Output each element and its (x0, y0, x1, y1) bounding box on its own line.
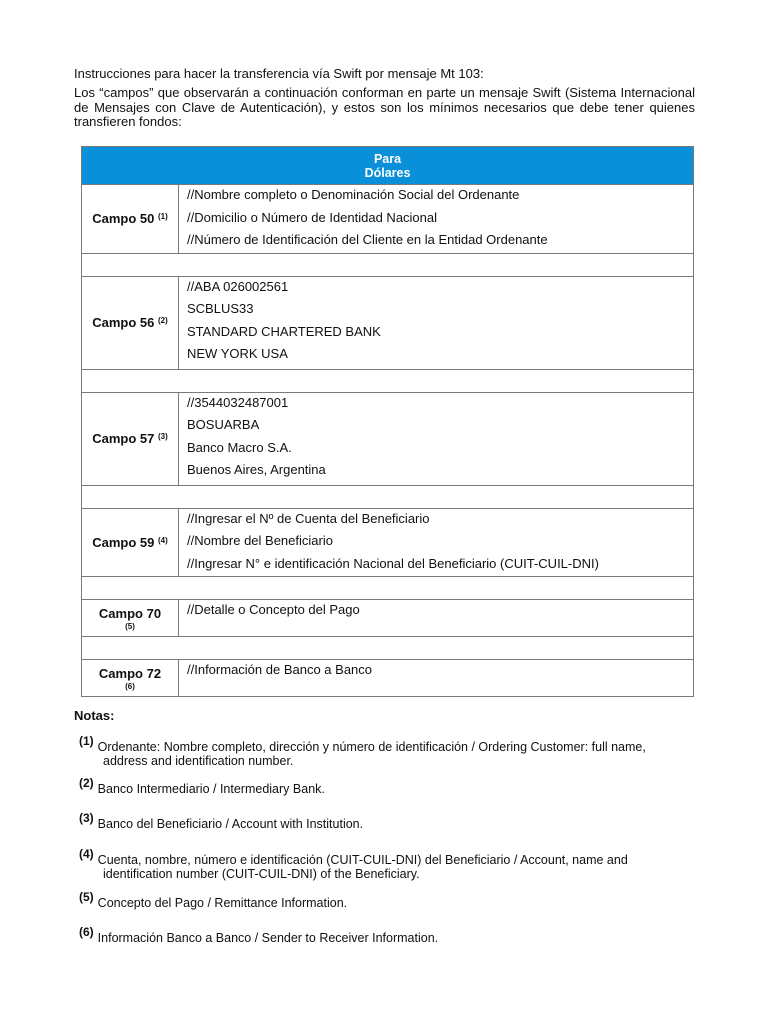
note-text: Ordenante: Nombre completo, dirección y número de identificación / Ordering Customer: full name, (97, 740, 646, 754)
note-continuation: identification number (CUIT-CUIL-DNI) of the Beneficiary. (103, 867, 420, 881)
note-number: (6) (79, 925, 94, 939)
field-label-text: Campo 59 (92, 534, 155, 550)
intro-paragraph: Los “campos” que observarán a continuación conforman en parte un mensaje Swift (Sistema Internacional de Mensajes con Clave de Autenticación), y estos son los mínimos necesarios que debe tener quienes transfieren fondos: (74, 85, 695, 129)
note-item (79, 811, 364, 831)
field-values (179, 660, 694, 697)
field-values (179, 508, 694, 577)
note-number: (1) (79, 734, 94, 748)
field-ref: (6) (125, 681, 135, 691)
spacer-row (82, 369, 694, 392)
spacer-row (82, 577, 694, 600)
field-label (82, 600, 179, 637)
field-label-text: Campo 70 (98, 605, 162, 621)
note-number: (5) (79, 890, 94, 904)
field-value: NEW YORK USA (187, 346, 288, 361)
table-row (82, 185, 694, 254)
field-value: Banco Macro S.A. (187, 439, 292, 455)
table-row (82, 276, 694, 369)
field-label-text: Campo 56 (92, 315, 155, 330)
field-label (82, 276, 179, 369)
swift-fields-table (81, 146, 694, 697)
note-number: (3) (79, 811, 94, 825)
field-value: STANDARD CHARTERED BANK (187, 323, 381, 339)
field-label (82, 185, 179, 254)
field-ref: (1) (157, 212, 168, 222)
note-number: (2) (79, 776, 94, 790)
note-item (79, 925, 439, 945)
field-label (82, 392, 179, 485)
field-value: //ABA 026002561 (187, 278, 289, 294)
spacer-row (82, 485, 694, 508)
field-value: SCBLUS33 (187, 301, 254, 316)
field-value: //3544032487001 (187, 394, 289, 410)
note-text: Información Banco a Banco / Sender to Receiver Information. (97, 931, 439, 945)
spacer-row (82, 637, 694, 660)
field-label-text: Campo 57 (92, 431, 155, 446)
field-label (82, 508, 179, 577)
note-text: Banco del Beneficiario / Account with Institution. (97, 817, 364, 831)
field-ref: (3) (157, 432, 168, 441)
note-text: Banco Intermediario / Intermediary Bank. (97, 782, 325, 796)
table-row (82, 660, 694, 697)
table-row (82, 508, 694, 577)
notas-title: Notas: (74, 708, 115, 723)
note-item (79, 847, 628, 881)
table-row (82, 600, 694, 637)
note-continuation: address and identification number. (103, 754, 294, 768)
header-para: Para (373, 151, 402, 166)
intro-title: Instrucciones para hacer la transferencia vía Swift por mensaje Mt 103: (74, 66, 484, 81)
note-item (79, 734, 646, 768)
field-values (179, 600, 694, 637)
spacer-row (82, 253, 694, 276)
note-text: Concepto del Pago / Remittance Information. (97, 896, 348, 910)
table-row (82, 392, 694, 485)
note-number: (4) (79, 847, 94, 861)
field-values (179, 185, 694, 254)
note-text: Cuenta, nombre, número e identificación (CUIT-CUIL-DNI) del Beneficiario / Account, name and (97, 853, 628, 867)
note-item (79, 890, 348, 910)
field-value: //Nombre del Beneficiario (187, 533, 333, 548)
field-label (82, 660, 179, 697)
field-value: //Número de Identificación del Cliente en la Entidad Ordenante (187, 232, 548, 247)
table-header (82, 147, 694, 185)
field-ref: (4) (157, 535, 168, 545)
field-value: //Nombre completo o Denominación Social del Ordenante (187, 187, 520, 202)
field-value: //Domicilio o Número de Identidad Nacional (187, 209, 438, 225)
field-value: //Ingresar N° e identificación Nacional del Beneficiario (CUIT-CUIL-DNI) (187, 555, 599, 571)
field-value: //Detalle o Concepto del Pago (187, 602, 360, 617)
note-item (79, 776, 325, 796)
field-ref: (5) (125, 621, 135, 631)
header-dolares: Dólares (364, 165, 411, 180)
field-values (179, 276, 694, 369)
table-header-row (82, 147, 694, 185)
field-values (179, 392, 694, 485)
field-value: //Ingresar el Nº de Cuenta del Beneficiario (187, 510, 430, 526)
field-value: //Información de Banco a Banco (187, 662, 373, 677)
field-label-text: Campo 72 (98, 665, 162, 681)
field-ref: (2) (157, 316, 168, 325)
field-value: BOSUARBA (187, 417, 260, 432)
field-label-text: Campo 50 (92, 211, 155, 227)
field-value: Buenos Aires, Argentina (187, 462, 326, 477)
